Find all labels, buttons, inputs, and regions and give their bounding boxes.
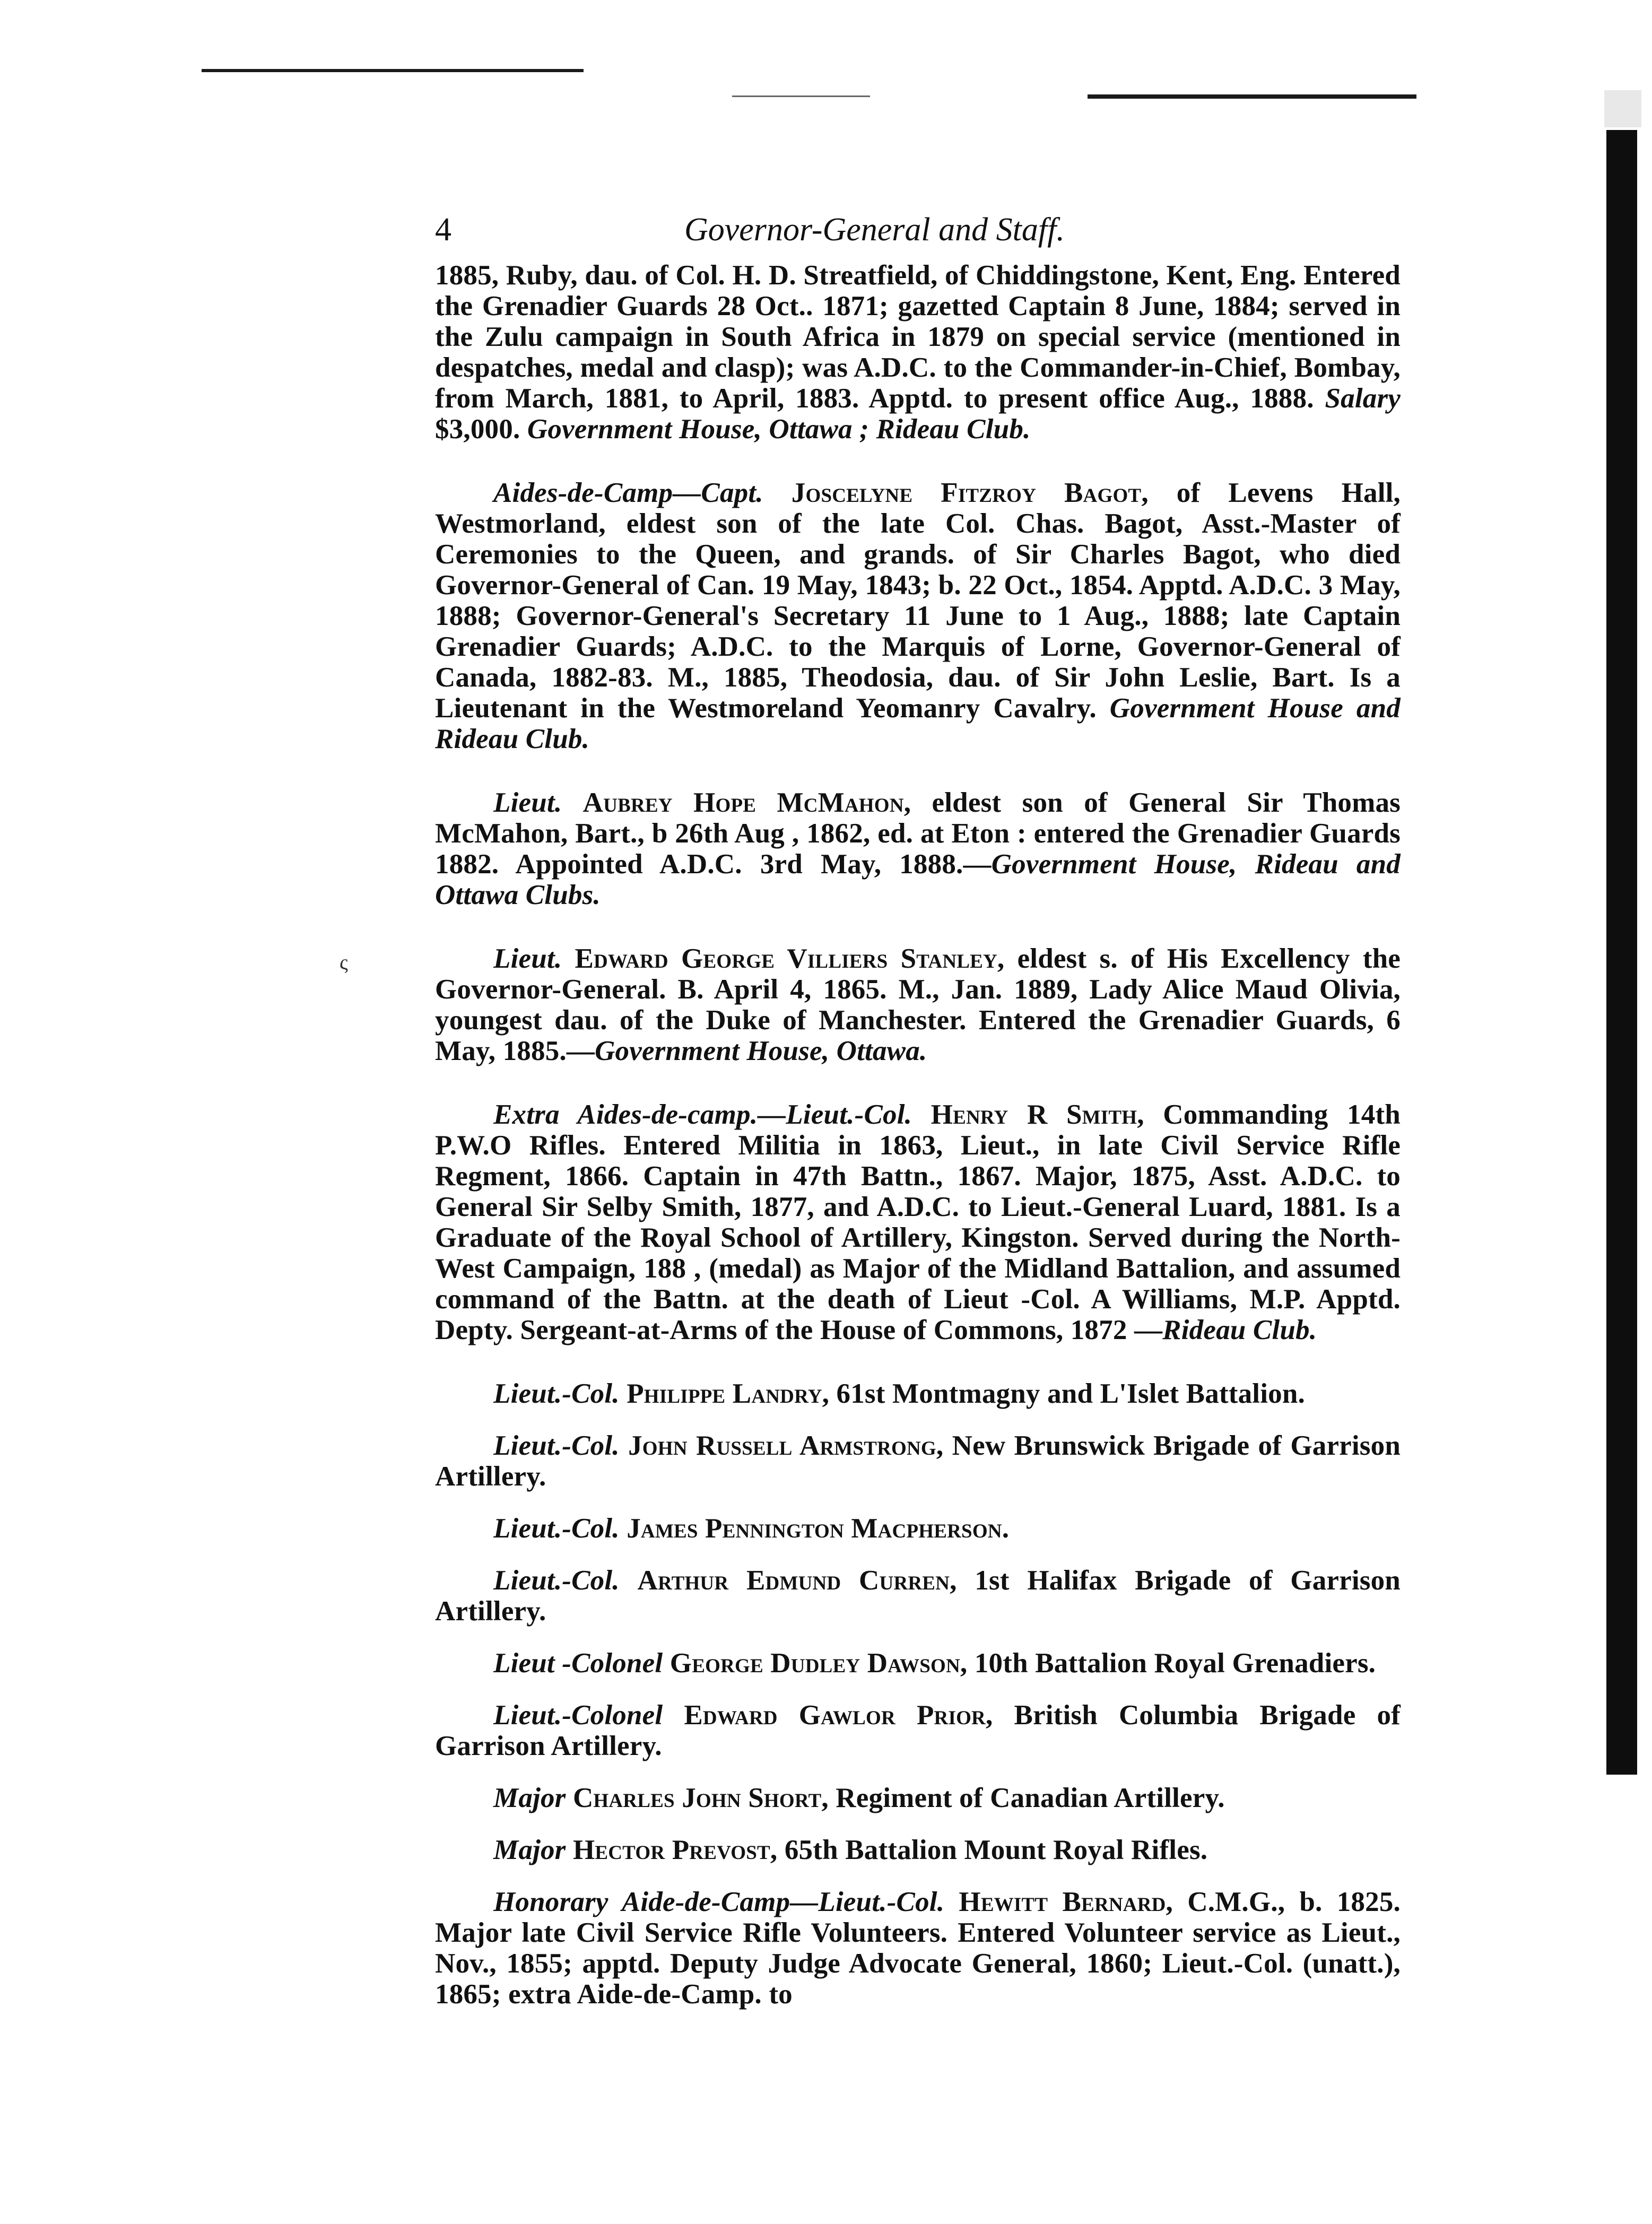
entry-paragraph [435,1700,1408,1761]
entry-text [620,1565,638,1596]
entry-text [566,1783,572,1813]
entry-name: Hector Prevost [572,1835,770,1865]
scan-artifact-gutter-top [1604,90,1641,127]
entry-name: Hewitt Bernard [959,1887,1166,1917]
entry-italic-text: Lieut. [493,943,562,974]
entry-text [663,1700,684,1731]
entry-italic-text: Government House and Rideau Club. [435,693,1408,754]
entry-italic-text: Rideau Club. [1162,1315,1317,1345]
entry-italic-text: Lieut.-Col. [493,1378,620,1409]
entry-paragraph [435,1835,1401,1865]
entry-text [944,1887,959,1917]
page-header [435,202,1401,260]
entry-paragraph [435,1887,1408,2010]
entry-italic-text: Government House, Ottawa ; Rideau Club. [527,414,1031,445]
entry-text: , eldest s. of His Excellency the Governor-General. B. April 4, 1865. M., Jan. 1889, Lady Alice Maud Olivia, youngest dau. of the Duke of Manchester. Entered the Grenadier Guards, 6 May, 1885.— [435,943,1408,1066]
scan-artifact-top-dash [732,95,870,97]
entry-text: , of Levens Hall, Westmorland, eldest son of the late Col. Chas. Bagot, Asst.-Master of Ceremonies to the Queen, and grands. of Sir Charles Bagot, who died Governor-General of Can. 19 May, 1843; b. 22 Oct., 1854. Apptd. A.D.C. 3 May, 1888; Governor-General's Secretary 11 June to 1 Aug., 1888; late Captain Grenadier Guards; A.D.C. to the Marquis of Lorne, Governor-General of Canada, 1882-83. M., 1885, Theodosia, dau. of Sir John Leslie, Bart. Is a Lieutenant in the Westmoreland Yeomanry Cavalry. [435,477,1408,724]
entry-italic-text: Lieut. [493,787,562,818]
entry-name: Charles John Short [572,1783,822,1813]
entry-text [912,1099,931,1130]
entry-paragraph [435,477,1408,754]
scan-artifact-gutter [1606,130,1637,1775]
entry-name: Edward George Villiers Stanley [575,943,997,974]
entry-name: John Russell Armstrong [628,1430,936,1461]
entry-italic-text: Major [493,1835,566,1865]
entry-text [763,477,792,508]
page-number: 4 [435,212,451,248]
entry-text [620,1430,628,1461]
entry-text [566,1835,572,1865]
entry-text: , 10th Battalion Royal Grenadiers. [960,1648,1376,1679]
entry-italic-text: Lieut.-Col. [493,1565,620,1596]
entry-paragraph [435,1430,1406,1492]
page-body [435,202,1408,2043]
entry-italic-text: Extra Aides-de-camp.—Lieut.-Col. [493,1099,912,1130]
entry-italic-text: Lieut.-Colonel [493,1700,663,1731]
entry-name: Aubrey Hope McMahon [582,787,904,818]
entry-text: , eldest son of General Sir Thomas McMahon, Bart., b 26th Aug , 1862, ed. at Eton : entered the Grenadier Guards 1882. Appointed A.D.C. 3rd May, 1888.— [435,787,1408,880]
entry-italic-text: Honorary Aide-de-Camp—Lieut.-Col. [493,1887,945,1917]
entry-name: Arthur Edmund Curren [637,1565,950,1596]
entry-name: Edward Gawlor Prior [684,1700,986,1731]
entry-italic-text: Government House, Ottawa. [595,1036,927,1066]
entry-italic-text: Major [493,1783,566,1813]
entry-italic-text: Lieut.-Col. [493,1430,620,1461]
entry-name: Philippe Landry [627,1378,822,1409]
running-title: Governor-General and Staff. [684,212,1065,248]
entry-name: Joscelyne Fitzroy Bagot [791,477,1142,508]
entry-paragraph [435,1513,1401,1544]
entry-text: , 65th Battalion Mount Royal Rifles. [770,1835,1208,1865]
entry-paragraph [435,1099,1408,1345]
entry-paragraph [435,1378,1401,1409]
entry-italic-text: Salary [1325,383,1401,414]
entry-italic-text: Lieut -Colonel [493,1648,663,1679]
entry-text [620,1513,627,1544]
entry-paragraph [435,1648,1401,1679]
entry-text: $3,000. [435,383,1408,445]
entry-name: Henry R Smith [931,1099,1137,1130]
entry-name: George Dudley Dawson [670,1648,960,1679]
entries-list [435,260,1408,2010]
entry-paragraph [435,787,1408,910]
entry-text: 1885, Ruby, dau. of Col. H. D. Streatfield, of Chiddingstone, Kent, Eng. Entered the Grenadier Guards 28 Oct.. 1871; gazetted Captain 8 June, 1884; served in the Zulu campaign in South Africa in 1879 on special service (mentioned in despatches, medal and clasp); was A.D.C. to the Commander-in-Chief, Bombay, from March, 1881, to April, 1883. Apptd. to present office Aug., 1888. [435,260,1408,414]
entry-paragraph [435,943,1408,1066]
entry-text [562,943,575,974]
scan-artifact-mark: ς [340,950,348,974]
entry-paragraph [435,1565,1406,1627]
entry-italic-text: Aides-de-Camp—Capt. [493,477,763,508]
entry-text: , New Brunswick Brigade of Garrison Artillery. [435,1430,1406,1492]
entry-name: James Pennington Macpherson [627,1513,1002,1544]
entry-paragraph [435,260,1408,445]
entry-italic-text: Government House, Rideau and Ottawa Clubs. [435,849,1408,910]
entry-text [562,787,582,818]
scan-artifact-top-left [202,69,584,72]
entry-text: , Commanding 14th P.W.O Rifles. Entered Militia in 1863, Lieut., in late Civil Service Rifle Regment, 1866. Captain in 47th Battn., 1867. Major, 1875, Asst. A.D.C. to General Sir Selby Smith, 1877, and A.D.C. to Lieut.-General Luard, 1881. Is a Graduate of the Royal School of Artillery, Kingston. Served during the North-West Campaign, 188 , (medal) as Major of the Midland Battalion, and assumed command of the Battn. at the death of Lieut -Col. A Williams, M.P. Apptd. Depty. Sergeant-at-Arms of the House of Commons, 1872 — [435,1099,1408,1345]
entry-text: , Regiment of Canadian Artillery. [821,1783,1225,1813]
entry-text: , C.M.G., b. 1825. Major late Civil Service Rifle Volunteers. Entered Volunteer service as Lieut., Nov., 1855; apptd. Deputy Judge Advocate General, 1860; Lieut.-Col. (unatt.), 1865; extra Aide-de-Camp. to [435,1887,1408,2010]
entry-text: , British Columbia Brigade of Garrison Artillery. [435,1700,1408,1761]
entry-text: . [1002,1513,1010,1544]
entry-text [663,1648,670,1679]
entry-text [620,1378,627,1409]
entry-paragraph [435,1783,1401,1813]
scan-artifact-top-right [1088,94,1416,99]
entry-text: , 61st Montmagny and L'Islet Battalion. [822,1378,1305,1409]
entry-italic-text: Lieut.-Col. [493,1513,620,1544]
entry-text: , 1st Halifax Brigade of Garrison Artillery. [435,1565,1406,1627]
